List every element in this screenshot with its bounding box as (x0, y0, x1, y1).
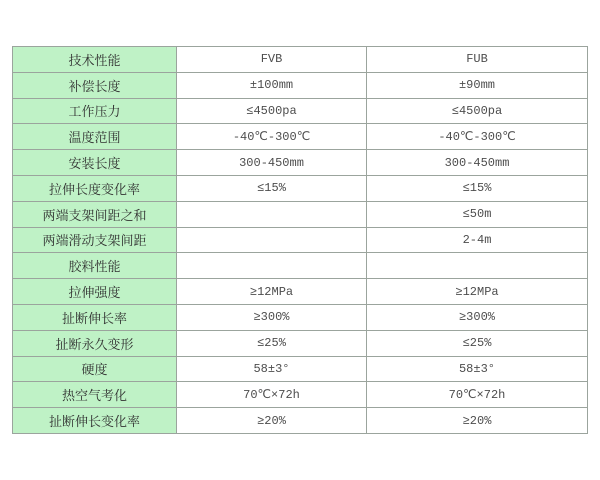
row-label: 胶料性能 (13, 253, 177, 279)
table-row (13, 330, 588, 356)
table-row (13, 279, 588, 305)
table-row (13, 150, 588, 176)
row-label: 两端支架间距之和 (13, 201, 177, 227)
fvb-value: ≤15% (177, 175, 367, 201)
fvb-value (177, 227, 367, 253)
fvb-value: ≥300% (177, 304, 367, 330)
fvb-value: 70℃×72h (177, 382, 367, 408)
table-row (13, 72, 588, 98)
fub-value: 70℃×72h (367, 382, 588, 408)
table-row (13, 98, 588, 124)
fub-value: ≤50m (367, 201, 588, 227)
row-label: 工作压力 (13, 98, 177, 124)
table-row (13, 124, 588, 150)
table-row (13, 253, 588, 279)
fub-value: ≤4500pa (367, 98, 588, 124)
fvb-value: ≥20% (177, 408, 367, 434)
fvb-value: ±100mm (177, 72, 367, 98)
table-row (13, 408, 588, 434)
table-row (13, 201, 588, 227)
fvb-value: ≤25% (177, 330, 367, 356)
fub-value: 58±3° (367, 356, 588, 382)
row-label: 热空气考化 (13, 382, 177, 408)
fvb-value: ≥12MPa (177, 279, 367, 305)
row-label: 硬度 (13, 356, 177, 382)
table-row (13, 227, 588, 253)
fub-value: -40℃-300℃ (367, 124, 588, 150)
spec-table-body (13, 47, 588, 434)
fub-value: 2-4m (367, 227, 588, 253)
fvb-value: 300-450mm (177, 150, 367, 176)
row-label: 扯断伸长率 (13, 304, 177, 330)
header-cell-fvb: FVB (177, 47, 367, 73)
spec-table (12, 46, 588, 434)
table-row (13, 356, 588, 382)
fvb-value: ≤4500pa (177, 98, 367, 124)
row-label: 温度范围 (13, 124, 177, 150)
fvb-value (177, 201, 367, 227)
row-label: 拉伸强度 (13, 279, 177, 305)
fub-value: ≤25% (367, 330, 588, 356)
fub-value: ≤15% (367, 175, 588, 201)
table-row (13, 382, 588, 408)
fub-value: ≥300% (367, 304, 588, 330)
fvb-value (177, 253, 367, 279)
row-label: 补偿长度 (13, 72, 177, 98)
fvb-value: -40℃-300℃ (177, 124, 367, 150)
header-row (13, 47, 588, 73)
fub-value: ≥20% (367, 408, 588, 434)
table-row (13, 175, 588, 201)
header-cell-performance: 技术性能 (13, 47, 177, 73)
table-row (13, 304, 588, 330)
row-label: 安装长度 (13, 150, 177, 176)
fub-value (367, 253, 588, 279)
fvb-value: 58±3° (177, 356, 367, 382)
fub-value: ≥12MPa (367, 279, 588, 305)
header-cell-fub: FUB (367, 47, 588, 73)
row-label: 两端滑动支架间距 (13, 227, 177, 253)
row-label: 扯断伸长变化率 (13, 408, 177, 434)
row-label: 扯断永久变形 (13, 330, 177, 356)
fub-value: ±90mm (367, 72, 588, 98)
fub-value: 300-450mm (367, 150, 588, 176)
row-label: 拉伸长度变化率 (13, 175, 177, 201)
